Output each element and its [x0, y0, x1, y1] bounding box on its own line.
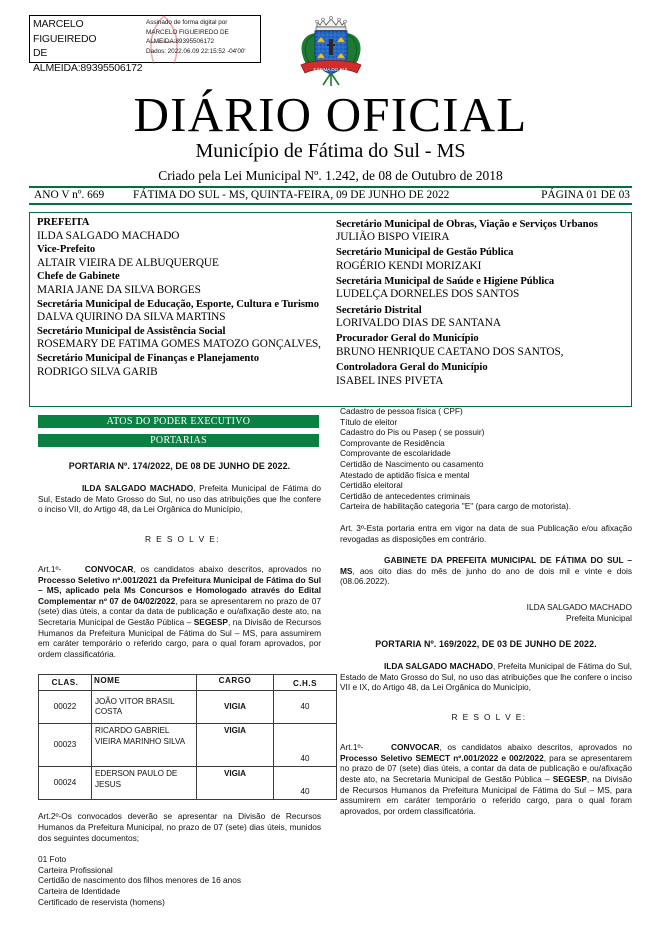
art1-segesp: SEGESP: [193, 617, 228, 628]
cell-cargo: VIGIA: [197, 767, 274, 800]
signature-name-block: [30, 16, 143, 74]
document-list-item: 01 Foto: [38, 854, 67, 865]
portaria-169-resolve: R E S O L V E:: [451, 712, 527, 723]
art1-processo-seletivo: Processo Seletivo nº.001/2021 da Prefeitura Municipal de Fátima do Sul – MS, aplicado pela Ms Concursos e Homologado através do Edital Complementar nº 07 de 04/02/2022: [38, 574, 321, 606]
document-list-item: Carteira Profissional: [38, 864, 113, 875]
art1-text-b: , para se apresentarem no prazo de 07 (sete) dias úteis, a contar da data de publicação e ou/afixação deste ato, na Secretaria Municipal de Gestão Pública –: [38, 595, 321, 628]
signature-name-line-1: MARCELO FIGUEIREDO: [33, 18, 97, 45]
candidates-table: [38, 674, 337, 800]
signature-detail-line-2: MARCELO FIGUEIREDO DE: [146, 28, 229, 36]
masthead-subtitle: Município de Fátima do Sul - MS: [195, 140, 466, 162]
document-list-item: Atestado de aptidão física e mental: [340, 469, 470, 480]
infobar: [29, 187, 632, 203]
cell-chs: 40: [274, 724, 337, 767]
portaria-169-preamble: [340, 661, 632, 693]
official-name: LORIVALDO DIAS DE SANTANA: [336, 317, 501, 330]
document-list-item: Título de eleitor: [340, 416, 398, 427]
portaria-174-title: PORTARIA Nº. 174/2022, DE 08 DE JUNHO DE 2022.: [68, 461, 291, 471]
signature-name-line-3: ALMEIDA:89395506172: [33, 61, 143, 74]
cell-chs: 40: [274, 767, 337, 800]
infobar-year: ANO V nº. 669: [34, 189, 105, 201]
cell-nome: RICARDO GABRIEL VIEIRA MARINHO SILVA: [92, 724, 197, 767]
column-header-clas: CLAS.: [39, 675, 92, 691]
cell-clas: 00024: [39, 767, 92, 800]
official-name: BRUNO HENRIQUE CAETANO DOS SANTOS,: [336, 345, 564, 358]
official-role: Vice-Prefeito: [37, 244, 96, 256]
portaria-174-resolve: R E S O L V E:: [145, 534, 220, 545]
art1-convocar: CONVOCAR: [391, 742, 440, 753]
masthead-law-text: Criado pela Lei Municipal Nº. 1.242, de 08 de Outubro de 2018: [158, 168, 503, 183]
document-list-item: Certidão eleitoral: [340, 480, 403, 491]
document-list-item: Certidão de antecedentes criminais: [340, 490, 471, 501]
art1-label: Art.1º-: [38, 564, 62, 575]
svg-text:FÁTIMA DO SUL: FÁTIMA DO SUL: [313, 67, 349, 72]
official-name: ISABEL INES PIVETA: [336, 374, 444, 387]
art1-convocar: CONVOCAR: [84, 564, 134, 575]
gabinete-heading: GABINETE DA PREFEITA MUNICIPAL DE FÁTIMA DO SUL – MS: [340, 555, 632, 576]
portaria-169-title: PORTARIA Nº. 169/2022, DE 03 DE JUNHO DE 2022.: [375, 639, 597, 650]
officials-column-left: [30, 213, 328, 406]
preamble-mayor-name: ILDA SALGADO MACHADO: [384, 661, 494, 672]
cell-cargo: VIGIA: [197, 691, 274, 724]
portaria-169-art1: [340, 742, 632, 816]
section-banner-atos: ATOS DO PODER EXECUTIVO: [38, 415, 319, 428]
art1-text-a: , os candidatos abaixo descritos, aprovados no: [133, 564, 321, 575]
official-role: Secretário Municipal de Finanças e Planejamento: [37, 352, 259, 364]
official-name: ROSEMARY DE FATIMA GOMES MATOZO GONÇALVES,: [37, 338, 321, 351]
preamble-mayor-name: ILDA SALGADO MACHADO: [82, 483, 194, 493]
portaria-174-art3: Art. 3º-Esta portaria entra em vigor na data de sua Publicação e/ou afixação revogadas as disposições em contrário.: [340, 522, 632, 544]
official-name: ILDA SALGADO MACHADO: [37, 229, 180, 242]
art1-text-c: , na Divisão de Recursos Humanos da Prefeitura Municipal de Fátima do Sul – MS, para assumirem em caráter temporário o referido cargo, para o qual foram aprovados, por ordem classificatória.: [38, 617, 321, 659]
body-column-left: [38, 460, 321, 907]
signature-name-line-2: DE: [33, 47, 48, 59]
document-list-left: [38, 854, 321, 907]
cell-chs: 40: [274, 691, 337, 724]
officials-box: [29, 212, 632, 407]
officials-column-right: [328, 213, 631, 406]
document-list-item: Certidão de nascimento dos filhos menores de 16 anos: [38, 875, 242, 886]
section-banner-portarias: PORTARIAS: [38, 434, 319, 447]
table-row: [39, 767, 337, 800]
table-row: [39, 691, 337, 724]
document-list-item: Certidão de Nascimento ou casamento: [340, 458, 484, 469]
official-role: Secretário Municipal de Assistência Social: [37, 325, 226, 337]
official-name: MARIA JANE DA SILVA BORGES: [37, 283, 201, 296]
cell-cargo: VIGIA: [197, 724, 274, 767]
official-name: JULIÃO BISPO VIEIRA: [336, 231, 450, 244]
art1-processo-seletivo: Processo Seletivo SEMECT nº.001/2022 e 002/2022: [340, 752, 544, 763]
official-role: Procurador Geral do Município: [336, 333, 479, 345]
document-list-item: Comprovante de escolaridade: [340, 448, 451, 459]
document-list-item: Cadastro do Pis ou Pasep ( se possuir): [340, 427, 485, 438]
official-role: Secretário Municipal de Gestão Pública: [336, 247, 514, 259]
signature-detail-line-4: Dados: 2022.06.09 22:15:52 -04'00': [146, 47, 246, 55]
official-role: Secretária Municipal de Saúde e Higiene Pública: [336, 275, 555, 287]
official-role: Secretário Distrital: [336, 304, 422, 316]
document-list-item: Carteira de habilitação categoria "E" (para cargo de motorista).: [340, 501, 571, 512]
infobar-page-number: PÁGINA 01 DE 03: [541, 189, 630, 201]
document-list-item: Cadastro de pessoa física ( CPF): [340, 406, 463, 416]
official-name: LUDELÇA DORNELES DOS SANTOS: [336, 288, 520, 301]
column-header-cargo: CARGO: [197, 675, 274, 691]
infobar-city-date: FÁTIMA DO SUL - MS, QUINTA-FEIRA, 09 DE JUNHO DE 2022: [133, 189, 450, 201]
portaria-174-art1: [38, 564, 321, 659]
official-name: ROGÉRIO KENDI MORIZAKI: [336, 259, 482, 272]
art1-text-c: , na Divisão de Recursos Humanos da Prefeitura Municipal de Fátima do Sul – MS, para assumirem em caráter temporário o referido cargo, para o qual foram aprovados, por ordem classificatória.: [340, 773, 632, 816]
document-list-item: Carteira de Identidade: [38, 885, 121, 896]
table-header-row: [39, 675, 337, 691]
cell-clas: 00023: [39, 724, 92, 767]
art1-text-a: , os candidatos abaixo descritos, aprovados no: [439, 742, 632, 753]
preamble-text: , Prefeita Municipal de Fátima do Sul, Estado de Mato Grosso do Sul, no uso das atribuições que lhe confere o inciso VII e IX, do Artigo 48, da Lei Orgânica do Município,: [340, 661, 632, 693]
art1-label: Art.1º-: [340, 742, 364, 753]
gabinete-text: , aos oito dias do mês de junho do ano de dois mil e vinte e dois (08.06.2022).: [340, 565, 632, 587]
document-list-item: Comprovante de Residência: [340, 437, 445, 448]
portaria-174-preamble: [38, 483, 321, 515]
page-title: DIÁRIO OFICIAL: [133, 87, 528, 142]
portaria-174-art2: Art.2º-Os convocados deverão se apresentar na Divisão de Recursos Humanos da Prefeitura Municipal, no prazo de 07 (sete) dias úteis, munidos dos seguintes documentos;: [38, 811, 321, 843]
document-list-right: [340, 406, 632, 512]
official-name: ALTAIR VIEIRA DE ALBUQUERQUE: [37, 256, 219, 269]
column-header-nome: NOME: [92, 675, 197, 691]
signature-detail-line-1: Assinado de forma digital por: [146, 19, 228, 26]
column-header-chs: C.H.S: [274, 675, 337, 691]
masthead: [0, 88, 661, 185]
official-role: Secretária Municipal de Educação, Esporte, Cultura e Turismo: [37, 298, 319, 310]
digital-signature-stamp: [29, 15, 261, 74]
cell-clas: 00022: [39, 691, 92, 724]
portaria-174-gabinete: [340, 555, 632, 587]
cell-nome: EDERSON PAULO DE JESUS: [92, 767, 197, 800]
coat-of-arms-icon: [297, 15, 365, 87]
art1-segesp: SEGESP: [552, 773, 587, 784]
body-column-right: [340, 406, 632, 816]
infobar-rule-bottom: [29, 203, 632, 205]
official-role: PREFEITA: [37, 217, 90, 228]
table-row: [39, 724, 337, 767]
art1-text-b: , para se apresentarem no prazo de 07 (sete) dias úteis, a contar da data de publicação e ou/afixação deste ato, na Secretaria Municipal de Gestão Pública –: [340, 752, 632, 784]
official-role: Controladora Geral do Município: [336, 361, 488, 373]
official-role: Secretário Municipal de Obras, Viação e Serviços Urbanos: [336, 218, 598, 230]
official-name: DALVA QUIRINO DA SILVA MARTINS: [37, 311, 226, 324]
signature-detail-line-3: ALMEIDA:89395506172: [146, 38, 214, 46]
official-name: RODRIGO SILVA GARIB: [37, 365, 158, 378]
cell-nome: JOÃO VITOR BRASIL COSTA: [92, 691, 197, 724]
portaria-174-signer-name: ILDA SALGADO MACHADO: [526, 601, 632, 612]
official-role: Chefe de Gabinete: [37, 271, 120, 283]
preamble-text: , Prefeita Municipal de Fátima do Sul, Estado de Mato Grosso do Sul, no uso das atribuições que lhe confere o inciso VII, do Artigo 48, da Lei Orgânica do Município,: [38, 483, 322, 515]
signature-detail-block: [142, 16, 260, 62]
document-list-item: Certificado de reservista (homens): [38, 896, 165, 907]
portaria-174-signer-role: Prefeita Municipal: [566, 612, 632, 623]
